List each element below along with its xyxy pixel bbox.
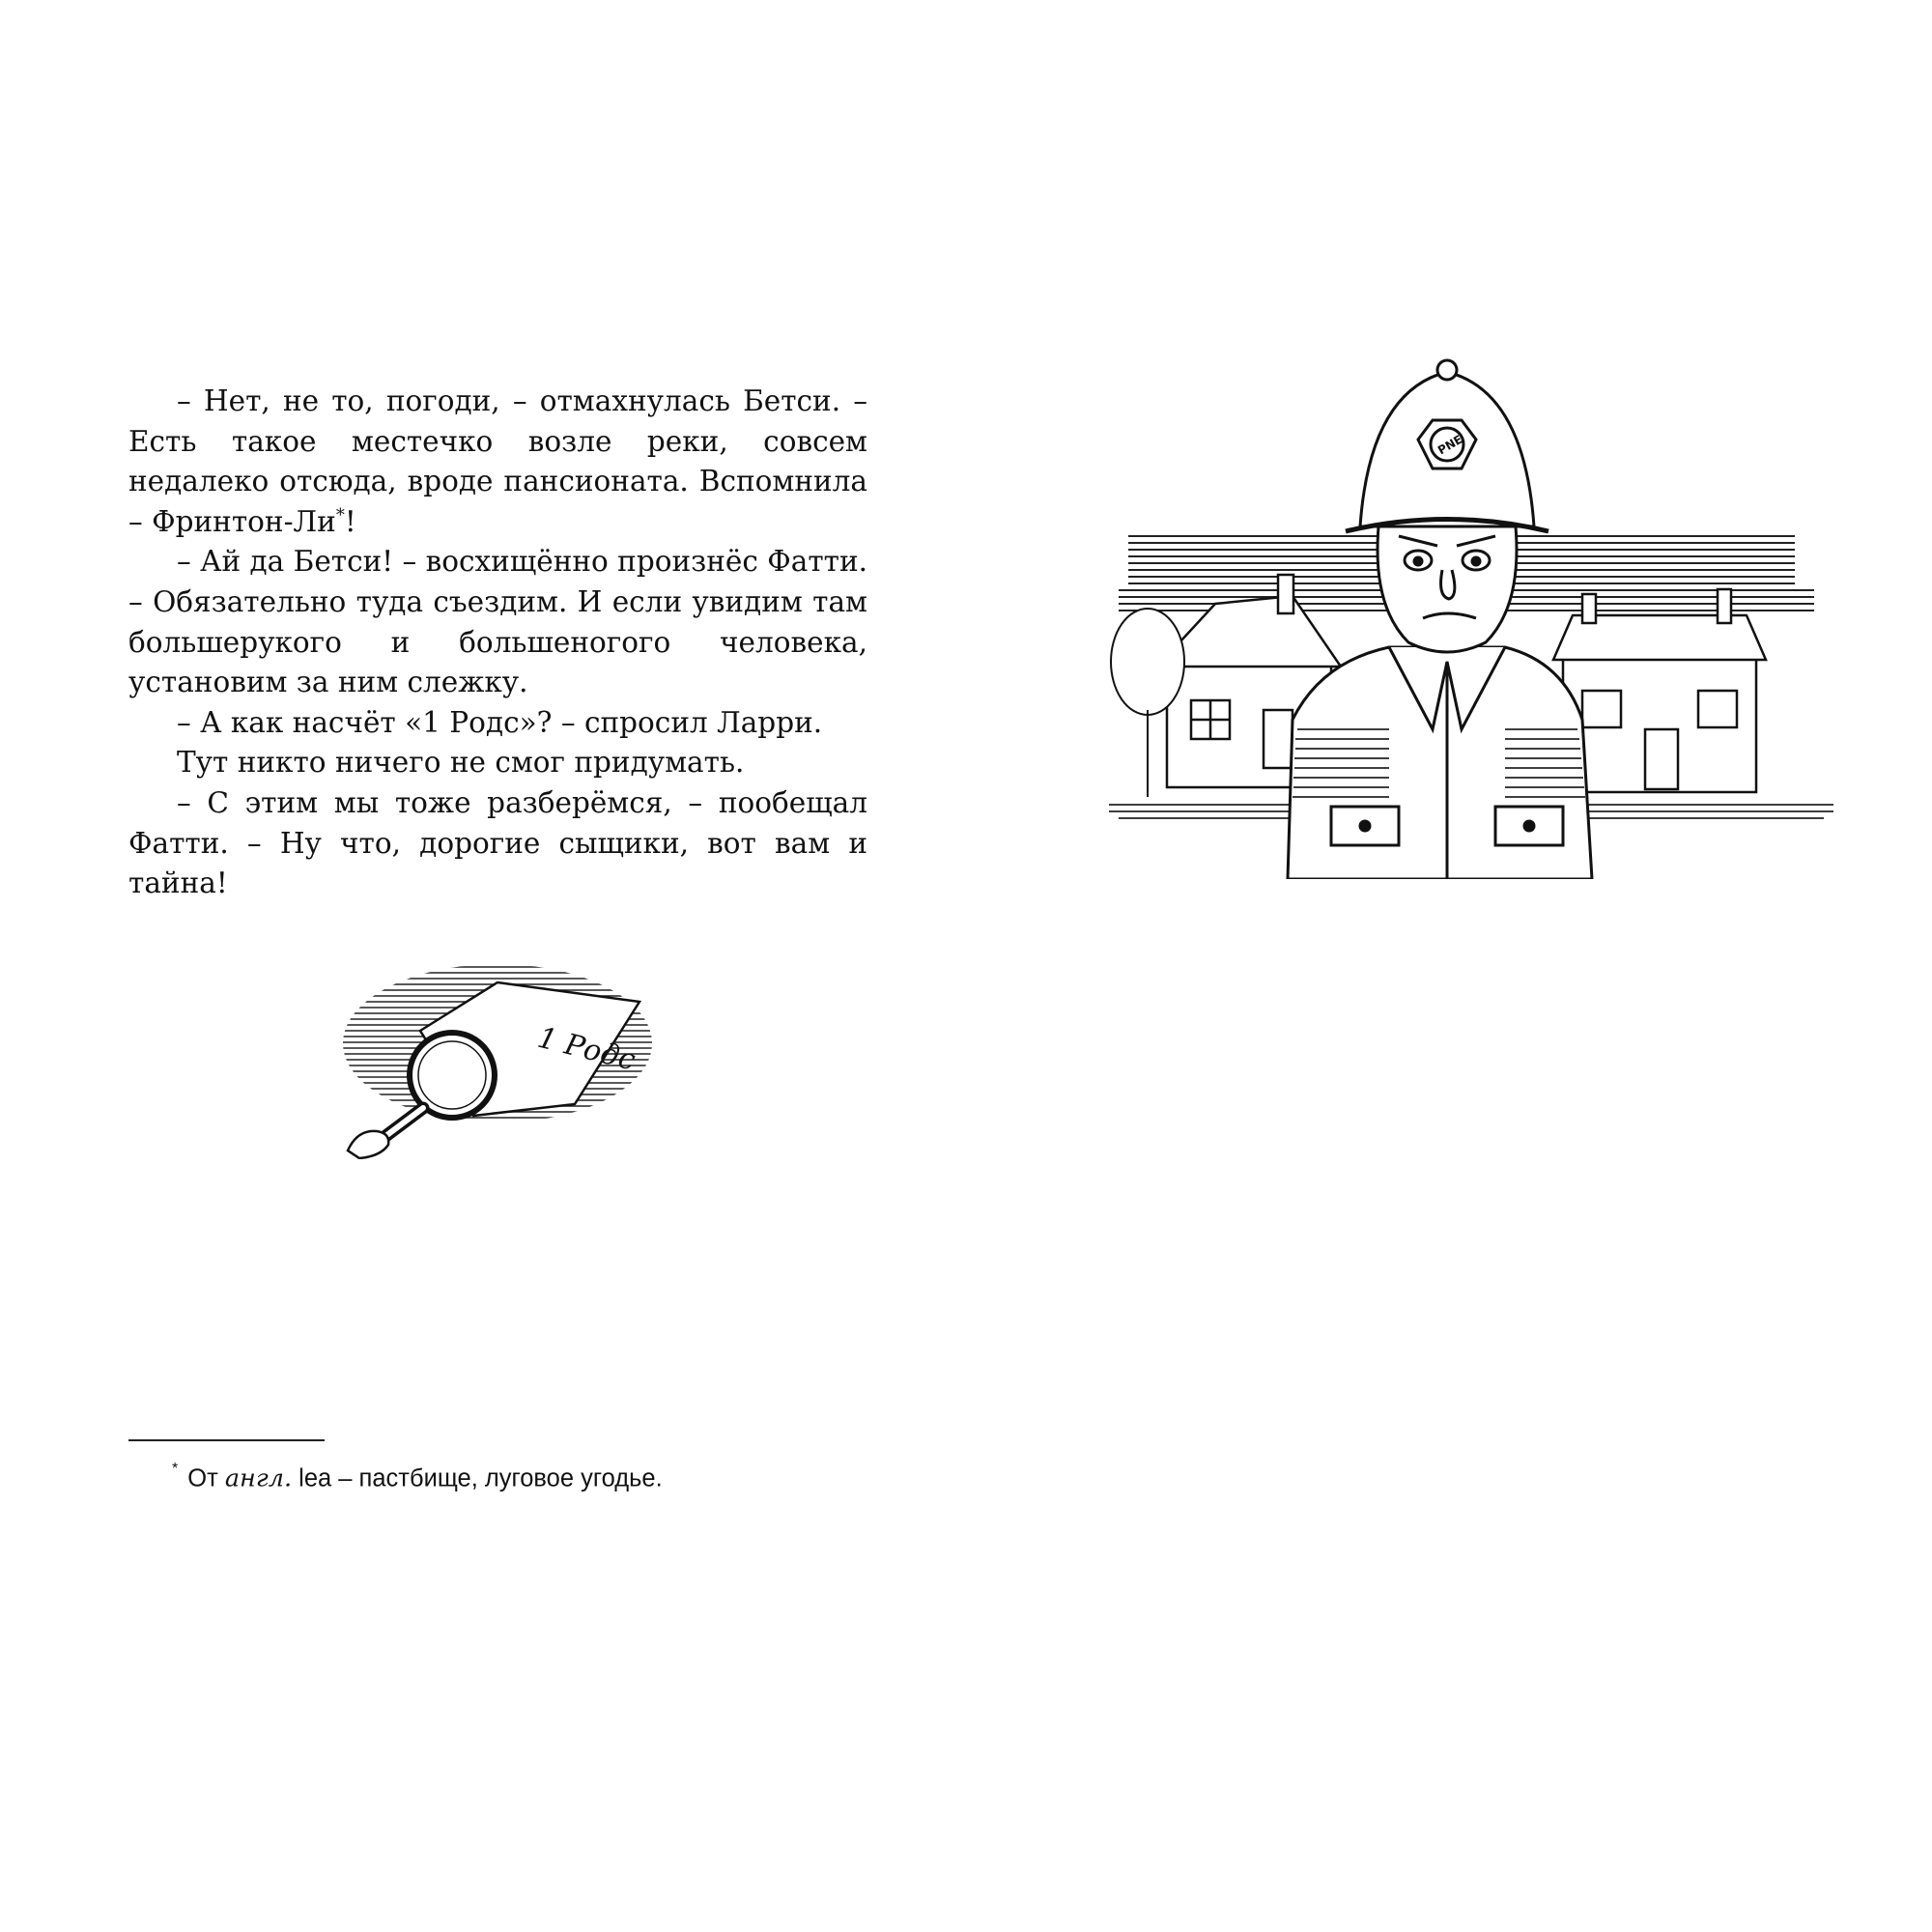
- magnifier-note-illustration: [338, 961, 657, 1159]
- paragraph-4: Тут никто ничего не смог придумать.: [177, 746, 745, 780]
- footnote: * От англ. lea – пастбище, луговое угодье.: [172, 1461, 663, 1493]
- policeman-illustration: [1099, 343, 1843, 879]
- footnote-divider: [128, 1439, 325, 1441]
- paragraph-2: – Ай да Бетси! – восхищённо произнёс Фатти. – Обязательно туда съездим. И если увидим там большерукого и большеногого человека, установим за ним слежку.: [128, 545, 868, 699]
- footnote-text: lea – пастбище, луговое угодье.: [298, 1464, 663, 1492]
- paragraph-5: – С этим мы тоже разберёмся, – пообещал Фатти. – Ну что, дорогие сыщики, вот вам и тайна!: [128, 785, 867, 900]
- footnote-note-marker: *: [172, 1461, 179, 1477]
- paragraph-3: – А как насчёт «1 Родс»? – спросил Ларри.: [177, 705, 823, 739]
- policeman: [1288, 360, 1592, 879]
- helmet-badge: PNE: [1435, 432, 1465, 458]
- left-text-block: [128, 382, 867, 904]
- footnote-marker: *: [335, 504, 345, 526]
- right-page: [966, 0, 1932, 1932]
- hand: [348, 1131, 388, 1158]
- paragraph-1: – Нет, не то, погоди, – отмахнулась Бетси. – Есть такое местечко возле реки, совсем недалеко отсюда, вроде пансионата. Вспомнила – Фринтон-Ли*!: [128, 384, 867, 538]
- note-text: 1 Родс: [534, 1020, 639, 1078]
- footnote-abbr: англ.: [224, 1463, 293, 1493]
